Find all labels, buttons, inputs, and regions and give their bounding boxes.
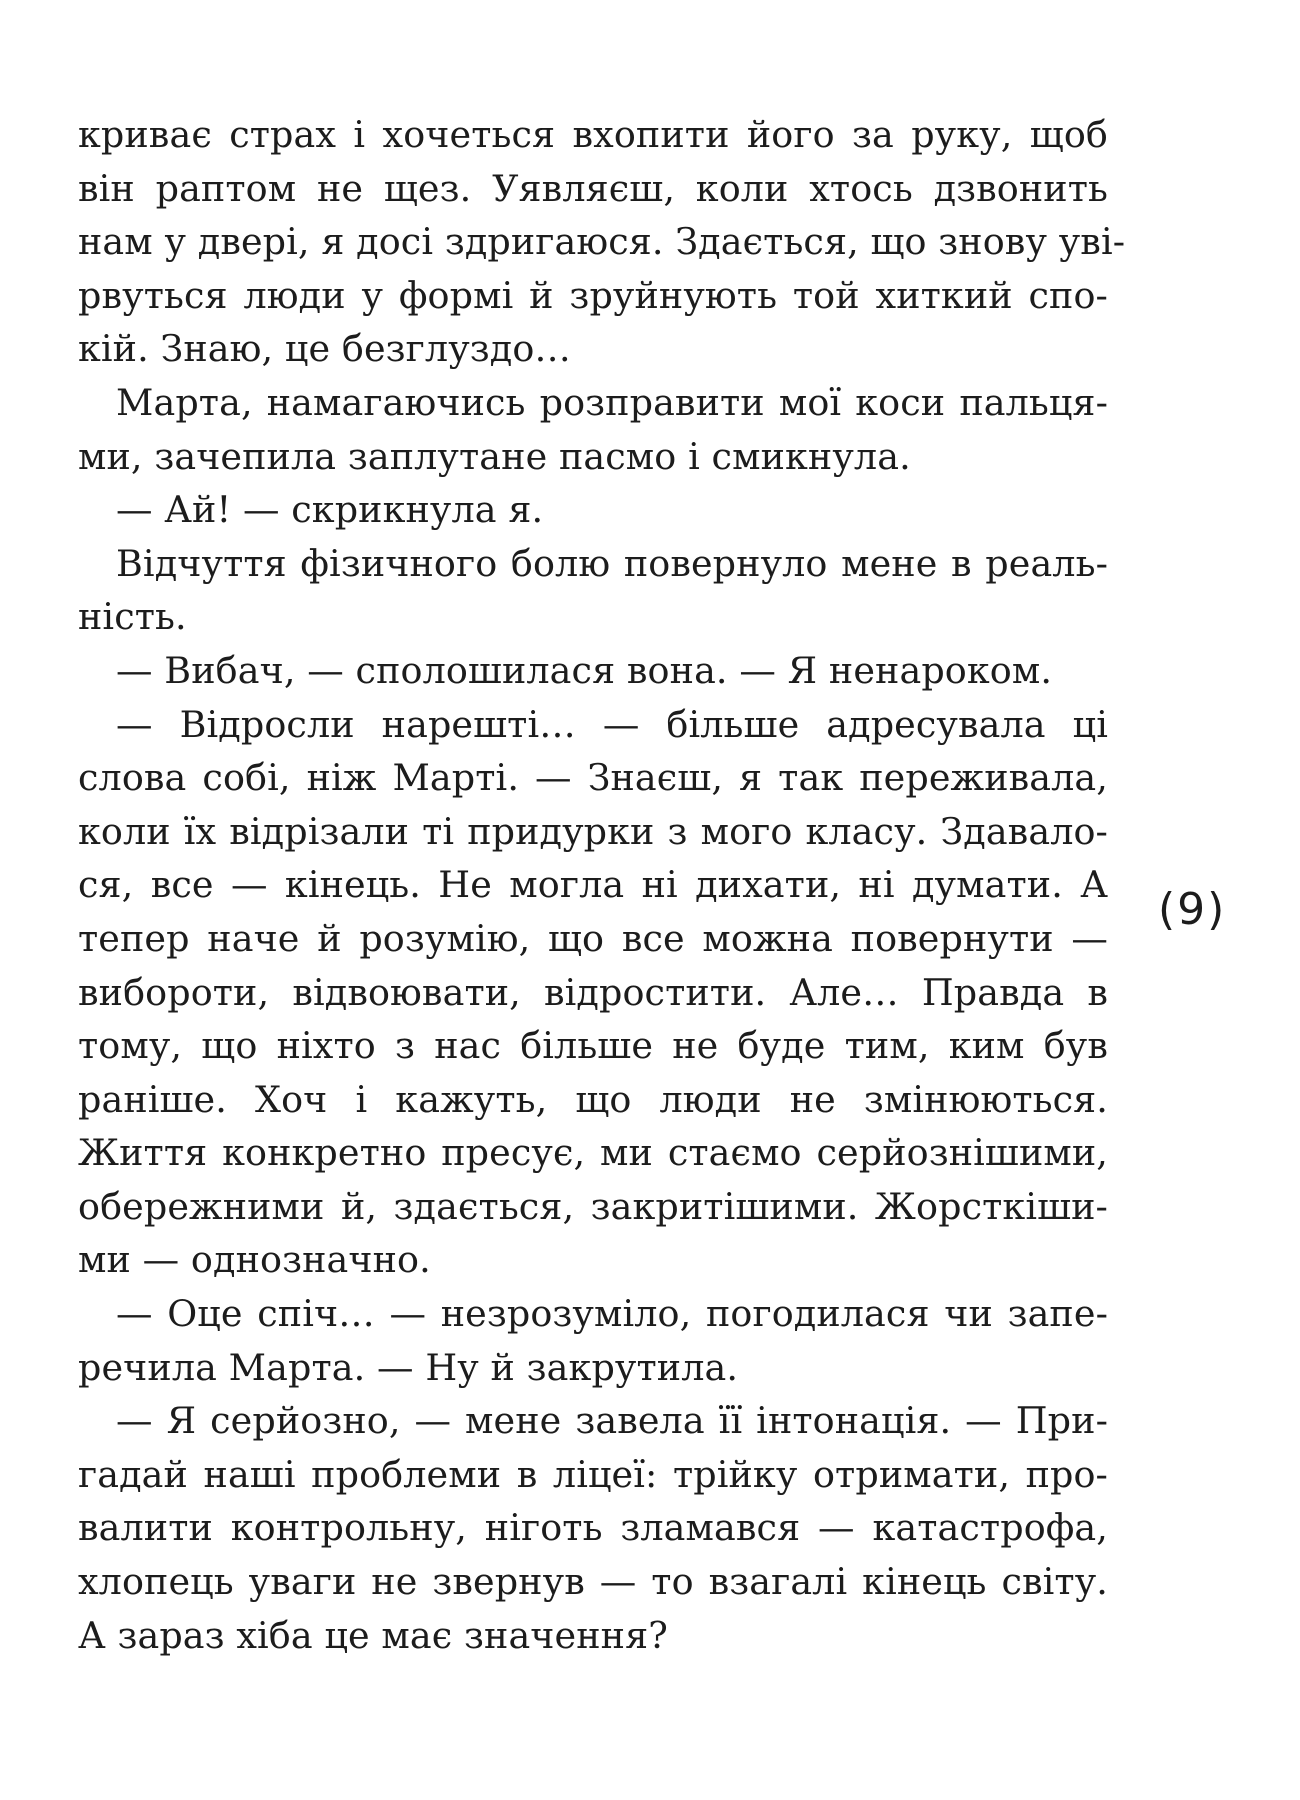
text-line: тому, що ніхто з нас більше не буде тим, ким був bbox=[78, 1024, 1108, 1068]
text-line: хлопець уваги не звернув — то взагалі кінець світу. bbox=[78, 1560, 1108, 1604]
text-line: Марта, намагаючись розправити мої коси пальця- bbox=[116, 380, 1108, 424]
text-line: — Відросли нарешті… — більше адресувала ці bbox=[116, 702, 1108, 746]
text-line: раніше. Хоч і кажуть, що люди не змінюються. bbox=[78, 1077, 1108, 1121]
text-line: він раптом не щез. Уявляєш, коли хтось дзвонить bbox=[78, 166, 1108, 210]
text-line: слова собі, ніж Марті. — Знаєш, я так переживала, bbox=[78, 756, 1108, 800]
text-line: ми, зачепила заплутане пасмо і смикнула. bbox=[78, 434, 911, 478]
text-line: криває страх і хочеться вхопити його за руку, щоб bbox=[78, 113, 1108, 156]
text-line: речила Марта. — Ну й закрутила. bbox=[78, 1345, 739, 1389]
text-line: нам у двері, я досі здригаюся. Здається, що знову уві- bbox=[78, 220, 1126, 264]
text-line: — Ай! — скрикнула я. bbox=[116, 488, 544, 532]
text-line: — Оце спіч… — незрозуміло, погодилася чи запе- bbox=[116, 1292, 1108, 1336]
body-text bbox=[78, 108, 1126, 1662]
text-line: ся, все — кінець. Не могла ні дихати, ні думати. А bbox=[78, 863, 1108, 907]
text-line: валити контрольну, ніготь зламався — катастрофа, bbox=[78, 1506, 1108, 1550]
text-line: тепер наче й розумію, що все можна повернути — bbox=[78, 916, 1108, 960]
page-number: (9) bbox=[1158, 884, 1227, 935]
text-line: ми — однозначно. bbox=[78, 1238, 431, 1282]
text-line: коли їх відрізали ті придурки з мого класу. Здавало- bbox=[78, 809, 1108, 853]
text-line: гадай наші проблеми в ліцеї: трійку отримати, про- bbox=[78, 1452, 1108, 1496]
text-line: кій. Знаю, це безглуздо… bbox=[78, 327, 572, 371]
text-line: Життя конкретно пресує, ми стаємо серйознішими, bbox=[78, 1131, 1108, 1175]
text-line: обережними й, здається, закритішими. Жорсткіши- bbox=[78, 1184, 1108, 1228]
text-line: рвуться люди у формі й зруйнують той хиткий спо- bbox=[78, 273, 1108, 317]
text-line: — Вибач, — сполошилася вона. — Я ненароком. bbox=[116, 648, 1053, 692]
text-line: — Я серйозно, — мене завела її інтонація. — При- bbox=[116, 1399, 1108, 1443]
text-line: Відчуття фізичного болю повернуло мене в реаль- bbox=[116, 541, 1108, 585]
text-line: ність. bbox=[78, 595, 187, 639]
text-line: вибороти, відвоювати, відростити. Але… Правда в bbox=[78, 970, 1108, 1014]
text-line: А зараз хіба це має значення? bbox=[78, 1613, 668, 1657]
